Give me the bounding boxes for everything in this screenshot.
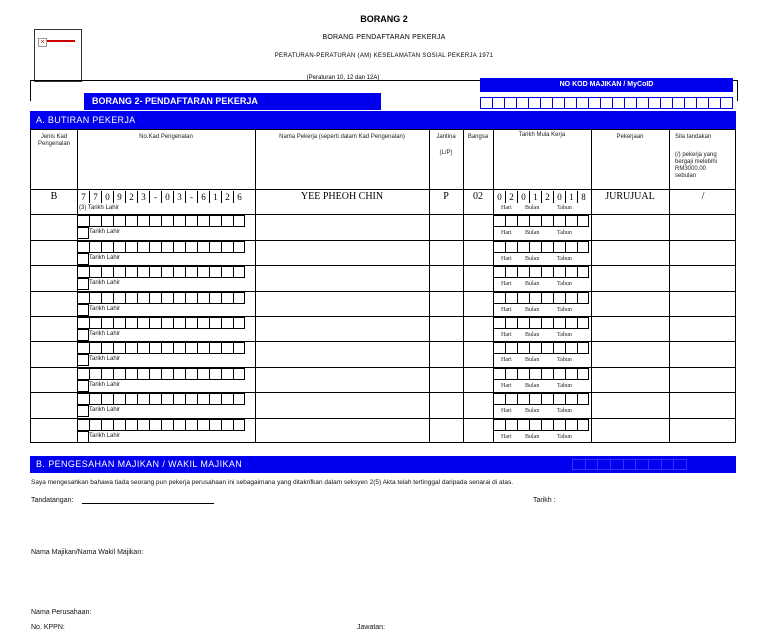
date-label: Tarikh :	[533, 497, 556, 504]
id-number-input[interactable]	[77, 292, 245, 304]
date-part-label: Tahun	[557, 205, 572, 211]
date-part-label: Tahun	[557, 433, 572, 440]
digit-cell: 2	[505, 191, 517, 203]
date-part-label: Bulan	[525, 433, 540, 440]
col-id-type: Jenis Kad Pengenalan	[37, 134, 71, 147]
date-part-label: Tahun	[557, 230, 572, 237]
date-part-label: Tahun	[557, 357, 572, 364]
id-number-input[interactable]	[77, 317, 245, 329]
digit-cell: -	[185, 191, 197, 203]
signature-line[interactable]	[82, 503, 214, 504]
date-part-label: Bulan	[525, 230, 540, 237]
form-banner: BORANG 2- PENDAFTARAN PEKERJA	[84, 93, 381, 110]
birth-date-label: Tarikh Lahir	[89, 331, 121, 337]
date-part-label: Tahun	[557, 408, 572, 415]
digit-cell: -	[149, 191, 161, 203]
date-part-label: Hari	[501, 433, 512, 440]
date-part-label: Hari	[501, 255, 512, 262]
digit-cell: 0	[101, 191, 113, 203]
date-part-label: Hari	[501, 281, 512, 288]
section-a-header: A. BUTIRAN PEKERJA	[30, 111, 736, 129]
col-id-number: No.Kad Pengenalan	[139, 134, 193, 140]
digit-cell: 1	[565, 191, 577, 203]
birth-date-input[interactable]	[77, 354, 89, 366]
row1-id-type: B	[50, 191, 58, 202]
row1-occupation: JURUJUAL	[605, 191, 655, 202]
birth-date-input[interactable]	[77, 253, 89, 265]
row1-race: 02	[473, 191, 483, 202]
signature-label: Tandatangan:	[31, 497, 74, 504]
birth-date-input[interactable]	[77, 329, 89, 341]
start-date-input[interactable]	[493, 292, 589, 304]
digit-cell: 0	[517, 191, 529, 203]
col-occupation: Pekerjaan	[616, 134, 644, 140]
digit-cell: 8	[577, 191, 589, 203]
row1-birth-label: (3) Tarikh Lahir	[79, 205, 119, 211]
date-part-label: Bulan	[525, 357, 540, 364]
digit-cell: 7	[89, 191, 101, 203]
employee-table	[30, 129, 736, 443]
kppn-label: No. KPPN:	[31, 624, 65, 631]
date-part-label: Tahun	[557, 332, 572, 338]
col-gender: Jantina	[436, 134, 456, 140]
birth-date-input[interactable]	[77, 380, 89, 392]
company-label: Nama Perusahaan:	[31, 609, 92, 616]
digit-cell: 0	[493, 191, 505, 203]
employer-code-label: NO KOD MAJIKAN / MyCoID	[480, 78, 733, 92]
id-number-input[interactable]	[77, 419, 245, 431]
row1-name: YEE PHEOH CHIN	[300, 191, 384, 202]
birth-date-label: Tarikh Lahir	[89, 280, 121, 287]
digit-cell: 1	[529, 191, 541, 203]
date-part-label: Bulan	[525, 332, 540, 338]
birth-date-input[interactable]	[77, 405, 89, 417]
birth-date-label: Tarikh Lahir	[89, 381, 121, 388]
digit-cell: 2	[541, 191, 553, 203]
col-gender-code: (L/P)	[439, 150, 453, 156]
id-number-input[interactable]	[77, 393, 245, 405]
regulation-ref: (Peraturan 10, 12 dan 12A)	[306, 75, 380, 81]
form-subtitle: BORANG PENDAFTARAN PEKERJA	[322, 34, 446, 41]
start-date-input[interactable]	[493, 368, 589, 380]
col-start-date: Tarikh Mula Kerja	[518, 132, 566, 138]
id-number-input[interactable]	[77, 241, 245, 253]
date-part-label: Bulan	[525, 205, 540, 211]
section-b-header: B. PENGESAHAN MAJIKAN / WAKIL MAJIKAN	[30, 456, 736, 473]
date-part-label: Bulan	[525, 281, 540, 288]
birth-date-label: Tarikh Lahir	[89, 356, 121, 363]
digit-cell: 0	[553, 191, 565, 203]
date-part-label: Hari	[501, 357, 512, 364]
date-part-label: Tahun	[557, 382, 572, 389]
digit-cell: 3	[137, 191, 149, 203]
digit-cell: 1	[209, 191, 221, 203]
id-number-input[interactable]	[77, 342, 245, 354]
birth-date-label: Tarikh Lahir	[89, 305, 121, 312]
col-mark-note: (/) pekerja yang bergaji melebihi RM3000.00 sebulan	[675, 152, 718, 179]
birth-date-label: Tarikh Lahir	[89, 229, 121, 236]
start-date-input[interactable]	[493, 393, 589, 405]
employer-name-label: Nama Majikan/Nama Wakil Majikan:	[31, 549, 144, 556]
col-mark: Sila tandakan	[675, 134, 712, 140]
birth-date-input[interactable]	[77, 304, 89, 316]
digit-cell: 2	[125, 191, 137, 203]
form-title: BORANG 2	[360, 14, 408, 24]
birth-date-input[interactable]	[77, 227, 89, 239]
digit-cell: 9	[113, 191, 125, 203]
employer-code-input[interactable]	[480, 97, 733, 109]
broken-image-icon: ×	[38, 38, 47, 47]
birth-date-input[interactable]	[77, 278, 89, 290]
position-label: Jawatan:	[357, 624, 386, 631]
date-part-label: Hari	[501, 230, 512, 237]
col-name: Nama Pekerja (seperti dalam Kad Pengenalan)	[279, 134, 405, 140]
start-date-input[interactable]	[493, 317, 589, 329]
digit-cell: 6	[197, 191, 209, 203]
regulation-text: PERATURAN-PERATURAN (AM) KESELAMATAN SOSIAL PEKERJA 1971	[274, 53, 494, 59]
date-part-label: Hari	[501, 382, 512, 389]
start-date-input[interactable]	[493, 266, 589, 278]
birth-date-label: Tarikh Lahir	[89, 407, 121, 414]
digit-cell: 0	[161, 191, 173, 203]
date-part-label: Bulan	[525, 408, 540, 415]
digit-cell: 7	[77, 191, 89, 203]
date-part-label: Bulan	[525, 306, 540, 313]
row1-id-number	[77, 191, 255, 203]
id-number-input[interactable]	[77, 368, 245, 380]
id-number-input[interactable]	[77, 266, 245, 278]
digit-cell: 3	[173, 191, 185, 203]
birth-date-input[interactable]	[77, 431, 89, 443]
date-part-label: Hari	[501, 332, 512, 338]
confirmation-statement: Saya mengesahkan bahawa tiada seorang pun pekerja perusahaan ini sebagaimana yang ditakrifkan dalam seksyen 2(5) Akta telah tertinggal daripada senarai di atas.	[31, 479, 514, 486]
date-part-label: Bulan	[525, 382, 540, 389]
start-date-input[interactable]	[493, 342, 589, 354]
start-date-input[interactable]	[493, 215, 589, 227]
start-date-input[interactable]	[493, 241, 589, 253]
date-part-label: Hari	[501, 306, 512, 313]
digit-cell: 2	[221, 191, 233, 203]
row1-start-date	[493, 191, 591, 203]
date-part-label: Hari	[501, 408, 512, 415]
id-number-input[interactable]	[77, 215, 245, 227]
date-part-label: Hari	[501, 205, 512, 211]
date-part-label: Tahun	[557, 255, 572, 262]
row1-gender: P	[443, 191, 449, 202]
start-date-input[interactable]	[493, 419, 589, 431]
date-part-label: Tahun	[557, 281, 572, 288]
birth-date-label: Tarikh Lahir	[89, 254, 121, 261]
col-race: Bangsa	[467, 134, 489, 140]
date-part-label: Bulan	[525, 255, 540, 262]
date-part-label: Tahun	[557, 306, 572, 313]
section-b-code-input[interactable]	[572, 459, 687, 470]
digit-cell: 6	[233, 191, 245, 203]
row1-mark: /	[701, 191, 705, 202]
birth-date-label: Tarikh Lahir	[89, 432, 121, 439]
